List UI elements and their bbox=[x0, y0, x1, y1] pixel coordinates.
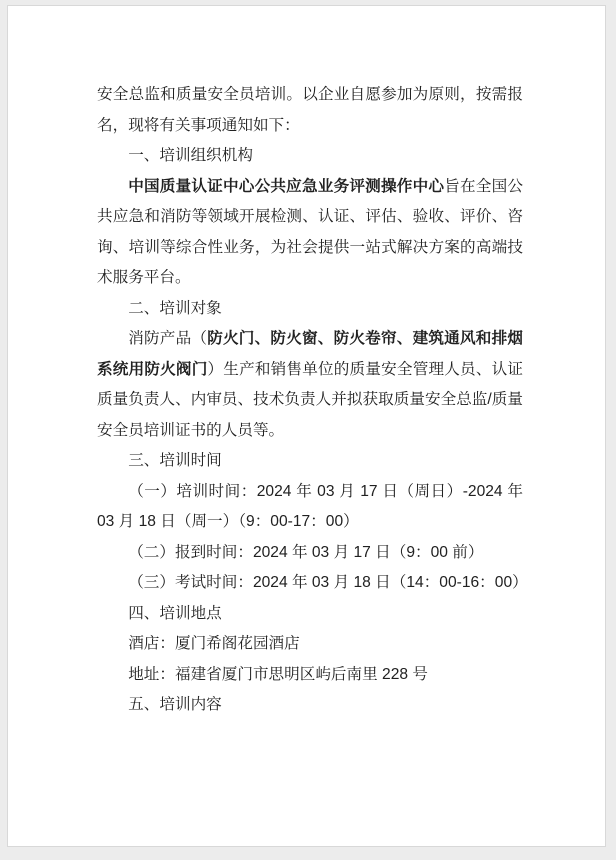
document-body bbox=[97, 80, 528, 721]
text-run: （一）培训时间：2024 年 03 月 17 日（周日）-2024 年 03 月 18 日（周一）（9：00-17：00） bbox=[97, 482, 523, 530]
paragraph bbox=[97, 446, 523, 477]
paragraph bbox=[97, 477, 523, 538]
paragraph bbox=[97, 172, 523, 294]
text-run: 四、培训地点 bbox=[128, 604, 222, 622]
paragraph bbox=[97, 324, 523, 446]
document-page bbox=[7, 5, 606, 847]
text-run: （二）报到时间：2024 年 03 月 17 日（9：00 前） bbox=[128, 543, 484, 561]
paragraph bbox=[97, 629, 523, 660]
paragraph bbox=[97, 690, 523, 721]
text-run: 消防产品（ bbox=[128, 330, 208, 347]
text-run: 安全总监和质量安全员培训。以企业自愿参加为原则，按需报名，现将有关事项通知如下： bbox=[97, 86, 523, 134]
paragraph bbox=[97, 294, 523, 325]
text-run: 地址：福建省厦门市思明区屿后南里 228 号 bbox=[128, 665, 428, 683]
bold-text-run: 中国质量认证中心公共应急业务评测操作中心 bbox=[128, 177, 445, 195]
bold-text-run: 防火门、防火窗、防火卷帘、建筑通风和排烟系统用防火阀门 bbox=[97, 330, 523, 378]
text-run: 五、培训内容 bbox=[128, 696, 222, 713]
paragraph bbox=[97, 141, 523, 172]
text-run: 一、培训组织机构 bbox=[128, 147, 253, 164]
text-run: 旨在全国公共应急和消防等领域开展检测、认证、评估、验收、评价、咨询、培训等综合性业务，为社会提供一站式解决方案的高端技术服务平台。 bbox=[97, 177, 523, 286]
paragraph bbox=[97, 660, 523, 691]
paragraph bbox=[97, 599, 523, 630]
text-run: 酒店：厦门希阁花园酒店 bbox=[128, 635, 300, 652]
text-run: 三、培训时间 bbox=[128, 452, 222, 469]
paragraph bbox=[97, 538, 523, 569]
text-run: ）生产和销售单位的质量安全管理人员、认证质量负责人、内审员、技术负责人并拟获取质量安全总监/质量安全员培训证书的人员等。 bbox=[97, 360, 523, 439]
paragraph bbox=[97, 80, 523, 141]
text-run: 二、培训对象 bbox=[128, 299, 222, 317]
text-run: （三）考试时间：2024 年 03 月 18 日（14：00-16：00） bbox=[128, 574, 528, 591]
paragraph bbox=[97, 568, 528, 599]
